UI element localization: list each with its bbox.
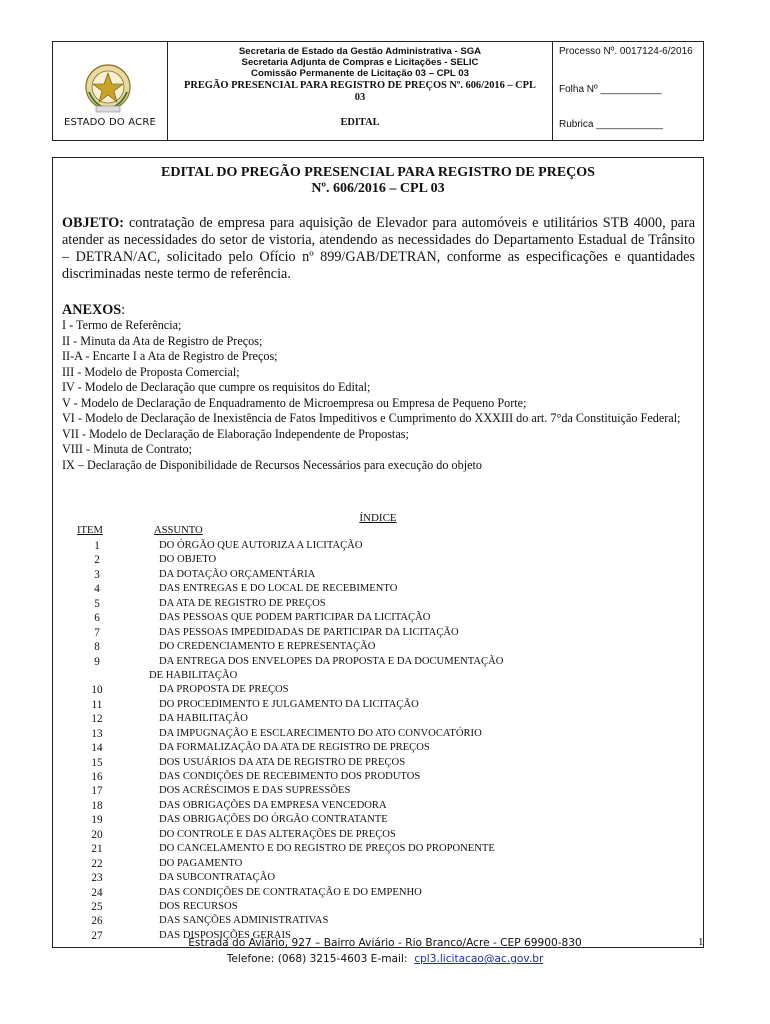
indice-item-subject: DO PAGAMENTO [159, 857, 243, 869]
indice-row [53, 842, 703, 856]
indice-row [53, 784, 703, 798]
edital-label: EDITAL [340, 117, 380, 128]
anexos-heading [62, 302, 703, 318]
indice-item-subject: DA FORMALIZAÇÃO DA ATA DE REGISTRO DE PREÇOS [159, 742, 430, 754]
indice-item-subject: DA ATA DE REGISTRO DE PREÇOS [159, 597, 326, 609]
indice-row [53, 712, 703, 726]
indice-item-number: 20 [91, 828, 103, 841]
indice-item-subject: DAS CONDIÇÕES DE CONTRATAÇÃO E DO EMPENHO [159, 886, 422, 898]
anexo-item: I - Termo de Referência; [62, 318, 182, 332]
indice-row [53, 756, 703, 770]
org-line: Comissão Permanente de Licitação 03 – CPL 03 [251, 68, 469, 79]
indice-item-subject: DOS ACRÉSCIMOS E DAS SUPRESSÕES [159, 785, 351, 797]
indice-row [53, 770, 703, 784]
indice-row [53, 900, 703, 914]
org-line: Secretaria Adjunta de Compras e Licitações - SELIC [241, 57, 479, 68]
objeto-label: OBJETO: [62, 215, 125, 231]
footer-phone: Telefone: (068) 3215-4603 E-mail: [226, 953, 408, 965]
indice-item-number: 12 [91, 713, 103, 726]
indice-row [53, 727, 703, 741]
indice-item-number: 17 [91, 785, 103, 798]
indice-item-number: 8 [94, 641, 100, 654]
indice-item-number: 11 [91, 698, 103, 711]
indice-item-number: 3 [94, 568, 100, 581]
anexos-label: ANEXOS [62, 302, 122, 318]
indice-row [53, 683, 703, 697]
indice-header [53, 525, 703, 539]
indice-row [53, 886, 703, 900]
indice-item-subject: DAS OBRIGAÇÕES DA EMPRESA VENCEDORA [159, 799, 387, 811]
indice-row [53, 582, 703, 596]
indice-table [53, 539, 703, 943]
state-name: ESTADO DO ACRE [63, 117, 157, 128]
indice-item-number: 1 [94, 540, 100, 552]
indice-item-subject: DA DOTAÇÃO ORÇAMENTÁRIA [159, 568, 316, 580]
indice-item-number: 5 [94, 597, 100, 610]
indice-item-subject: DO PROCEDIMENTO E JULGAMENTO DA LICITAÇÃO [159, 698, 419, 710]
indice-row [53, 828, 703, 842]
indice-item-number: 13 [91, 727, 103, 740]
indice-item-subject: DAS ENTREGAS E DO LOCAL DE RECEBIMENTO [159, 583, 398, 595]
indice-item-subject-cont: DE HABILITAÇÃO [149, 669, 238, 681]
indice-item-subject: DA HABILITAÇÃO [159, 713, 248, 725]
indice-item-number: 14 [91, 742, 103, 755]
processo-number: Processo Nº. 0017124-6/2016 [559, 46, 693, 57]
document-title-line: Nº. 606/2016 – CPL 03 [311, 181, 445, 196]
indice-item-subject: DAS CONDIÇÕES DE RECEBIMENTO DOS PRODUTOS [159, 771, 421, 782]
footer-address: Estrada do Aviário, 927 – Bairro Aviário - Rio Branco/Acre - CEP 69900-830 [188, 937, 582, 949]
indice-item-subject: DAS DISPOSIÇÕES GERAIS [159, 929, 291, 941]
indice-row [53, 698, 703, 712]
anexo-item: IX – Declaração de Disponibilidade de Recursos Necessários para execução do objeto [62, 457, 482, 472]
indice-row [53, 857, 703, 871]
anexo-item: VIII - Minuta de Contrato; [62, 442, 192, 456]
indice-col-item: ITEM [77, 525, 103, 536]
document-title [53, 165, 703, 197]
indice-row [53, 799, 703, 813]
document-title-line: EDITAL DO PREGÃO PRESENCIAL PARA REGISTRO DE PREÇOS [161, 165, 595, 180]
indice-item-number: 22 [91, 857, 103, 870]
anexos-colon: : [121, 302, 126, 318]
anexo-item: II-A - Encarte I a Ata de Registro de Preços; [62, 349, 278, 363]
indice-item-number: 4 [94, 583, 100, 596]
indice-item-number: 24 [91, 886, 103, 899]
indice-row [53, 914, 703, 928]
indice-item-number: 25 [91, 900, 103, 913]
header-process-cell [553, 42, 703, 140]
indice-item-subject: DO CREDENCIAMENTO E REPRESENTAÇÃO [159, 641, 376, 653]
indice-item-number: 15 [91, 756, 103, 769]
indice-row [53, 640, 703, 654]
document-header [52, 41, 704, 141]
anexo-item: V - Modelo de Declaração de Enquadramento de Microempresa ou Empresa de Pequeno Porte; [62, 395, 527, 410]
anexo-item: II - Minuta da Ata de Registro de Preços; [62, 333, 263, 348]
indice-item-number: 6 [94, 612, 100, 625]
indice-item-subject: DO CONTROLE E DAS ALTERAÇÕES DE PREÇOS [159, 828, 396, 840]
header-org-cell [168, 42, 553, 140]
indice-col-assunto: ASSUNTO [154, 525, 203, 536]
indice-item-subject: DAS PESSOAS IMPEDIDADAS DE PARTICIPAR DA LICITAÇÃO [159, 626, 459, 638]
pregao-title: PREGÃO PRESENCIAL PARA REGISTRO DE PREÇOS Nº. 606/2016 – CPL 03 [184, 80, 536, 103]
indice-row [53, 611, 703, 625]
logo-cell [53, 42, 168, 140]
indice-row [53, 813, 703, 827]
indice-title: ÍNDICE [359, 512, 397, 524]
indice-item-subject: DO CANCELAMENTO E DO REGISTRO DE PREÇOS DO PROPONENTE [159, 843, 495, 855]
indice-item-number: 10 [91, 684, 103, 697]
objeto-paragraph [62, 215, 695, 283]
page-number: 1 [698, 936, 704, 948]
indice-item-subject: DAS OBRIGAÇÕES DO ÓRGÃO CONTRATANTE [159, 814, 388, 826]
anexo-item: VI - Modelo de Declaração de Inexistência de Fatos Impeditivos e Cumprimento do XXXIII do art. 7°da Constituição Federal; [62, 411, 681, 425]
indice-item-number: 27 [91, 929, 103, 942]
indice-row [53, 568, 703, 582]
indice-item-number: 9 [94, 655, 100, 668]
indice-row [53, 655, 703, 669]
indice-row [53, 741, 703, 755]
indice-item-number: 7 [94, 626, 100, 639]
indice-item-subject: DAS PESSOAS QUE PODEM PARTICIPAR DA LICITAÇÃO [159, 612, 431, 624]
footer-contact [0, 951, 770, 967]
anexo-item: VII - Modelo de Declaração de Elaboração Independente de Propostas; [62, 426, 409, 441]
folha-field: Folha Nº ___________ [559, 84, 662, 95]
indice-item-subject: DO OBJETO [159, 554, 217, 566]
anexo-item: III - Modelo de Proposta Comercial; [62, 364, 240, 379]
indice-item-number: 16 [91, 771, 103, 783]
indice-item-number: 21 [91, 843, 103, 856]
indice-row [53, 871, 703, 885]
anexos-list [53, 318, 703, 473]
indice-item-number: 18 [91, 799, 103, 812]
indice-item-number: 23 [91, 872, 103, 885]
indice-item-number: 2 [94, 554, 100, 567]
indice-item-subject: DA IMPUGNAÇÃO E ESCLARECIMENTO DO ATO CONVOCATÓRIO [159, 727, 482, 739]
rubrica-field: Rubrica ____________ [559, 119, 663, 130]
indice-item-number: 26 [91, 915, 103, 928]
indice-row-continuation [53, 669, 703, 683]
indice-item-subject: DOS RECURSOS [159, 900, 238, 912]
edital-body [52, 157, 704, 948]
anexo-item: IV - Modelo de Declaração que cumpre os requisitos do Edital; [62, 380, 371, 394]
indice-item-number: 19 [91, 814, 103, 827]
indice-item-subject: DA SUBCONTRATAÇÃO [159, 872, 275, 884]
indice-row [53, 539, 703, 553]
indice-item-subject: DAS SANÇÕES ADMINISTRATIVAS [159, 915, 329, 927]
indice-item-subject: DA ENTREGA DOS ENVELOPES DA PROPOSTA E DA DOCUMENTAÇÃO [159, 655, 504, 667]
indice-row [53, 597, 703, 611]
email-link[interactable]: cpl3.licitacao@ac.gov.br [414, 953, 544, 965]
page-footer [0, 935, 770, 967]
indice-row [53, 626, 703, 640]
acre-coat-of-arms-icon [83, 62, 133, 114]
indice-item-subject: DA PROPOSTA DE PREÇOS [159, 684, 289, 696]
indice-item-subject: DOS USUÁRIOS DA ATA DE REGISTRO DE PREÇOS [159, 756, 406, 768]
indice-item-subject: DO ÓRGÃO QUE AUTORIZA A LICITAÇÃO [159, 540, 363, 551]
objeto-text: contratação de empresa para aquisição de Elevador para automóveis e utilitários STB 4000, para atender as necessidades do setor de vistoria, atendendo as necessidades do Departamento Estadual de Trânsito – DETRAN/AC, solicitado pelo Ofício nº 899/GAB/DETRAN, conforme as especificações e quantidades discriminadas neste termo de referência. [62, 215, 695, 282]
org-line: Secretaria de Estado da Gestão Administrativa - SGA [238, 46, 482, 57]
indice-row [53, 553, 703, 567]
